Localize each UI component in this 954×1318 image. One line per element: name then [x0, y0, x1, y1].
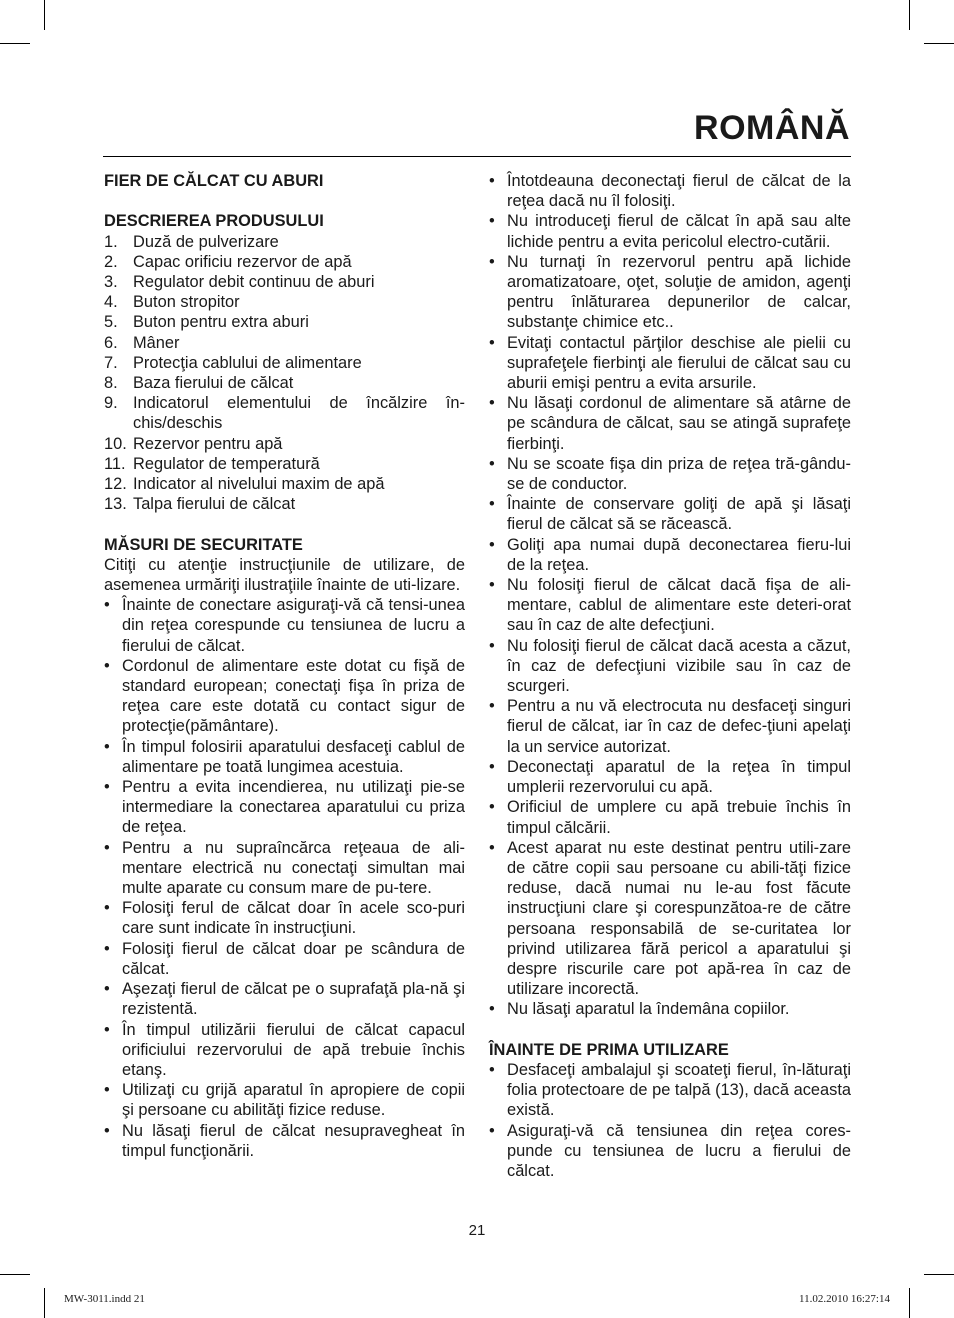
- safety-list-left: [104, 595, 465, 1161]
- bullet-item: [489, 393, 851, 454]
- list-item: [104, 333, 465, 353]
- bullet-item: [489, 211, 851, 251]
- bullet-text: Întotdeauna deconectaţi fierul de călcat de la reţea dacă nu îl folosiţi.: [507, 172, 851, 211]
- bullet-item: [104, 656, 465, 737]
- bullet-item: [104, 737, 465, 777]
- parts-list: [104, 232, 465, 515]
- item-text: Indicatorul elementului de încălzire în-chis/deschis: [133, 394, 465, 433]
- crop-mark: [44, 1288, 45, 1318]
- page-number: 21: [468, 1222, 486, 1239]
- item-text: Protecţia cablului de alimentare: [133, 353, 362, 372]
- item-text: Capac orificiu rezervor de apă: [133, 252, 352, 271]
- bullet-text: Goliţi apa numai după deconectarea fieru-lui de la reţea.: [507, 535, 851, 574]
- bullet-icon: •: [489, 495, 495, 514]
- bullet-item: [104, 898, 465, 938]
- bullet-item: [489, 1121, 851, 1182]
- list-item: [104, 232, 465, 252]
- list-item: [104, 454, 465, 474]
- bullet-item: [104, 838, 465, 899]
- bullet-icon: •: [104, 899, 110, 918]
- bullet-icon: •: [104, 1121, 110, 1140]
- item-text: Regulator de temperatură: [133, 454, 320, 473]
- bullet-icon: •: [104, 838, 110, 857]
- item-number: 11.: [104, 454, 126, 473]
- item-number: 7.: [104, 353, 118, 372]
- list-item: [104, 272, 465, 292]
- item-number: 2.: [104, 252, 118, 271]
- bullet-text: Nu introduceţi fierul de călcat în apă sau alte lichide pentru a evita pericolul electro-cutării.: [507, 212, 851, 251]
- item-number: 12.: [104, 475, 127, 494]
- product-title: FIER DE CĂLCAT CU ABURI: [104, 172, 324, 190]
- bullet-icon: •: [489, 212, 495, 231]
- item-text: Buton stropitor: [133, 293, 240, 312]
- safety-list-right: [489, 171, 851, 1020]
- item-number: 6.: [104, 333, 118, 352]
- item-text: Baza fierului de călcat: [133, 374, 294, 393]
- bullet-icon: •: [104, 737, 110, 756]
- bullet-text: Pentru a evita incendierea, nu utilizaţi pie-se intermediare la conectarea aparatului cu priza de reţea.: [122, 778, 465, 837]
- list-item: [104, 474, 465, 494]
- bullet-text: Evitaţi contactul părţilor deschise ale pielii cu suprafeţele fierbinţi ale fierului de călcat sau cu aburii emişi pentru a evita arsurile.: [507, 333, 851, 393]
- item-number: 8.: [104, 374, 118, 393]
- crop-mark: [924, 43, 954, 44]
- bullet-text: Nu lăsaţi cordonul de alimentare să atârne de pe scândura de călcat, sau se atingă suprafeţe fierbinţi.: [507, 394, 851, 453]
- crop-mark: [909, 0, 910, 30]
- bullet-item: [489, 838, 851, 1000]
- left-column: [104, 171, 465, 1161]
- list-item: [104, 312, 465, 332]
- bullet-text: Nu se scoate fişa din priza de reţea tră-gându-se de conductor.: [507, 454, 851, 494]
- item-number: 1.: [104, 232, 118, 251]
- safety-intro: Citiţi cu atenţie instrucţiunile de utilizare, de asemenea urmăriţi ilustraţiile înainte de uti-lizare.: [104, 555, 465, 595]
- bullet-item: [489, 252, 851, 333]
- bullet-item: [489, 757, 851, 797]
- bullet-item: [489, 797, 851, 837]
- bullet-icon: •: [104, 1020, 110, 1039]
- bullet-item: [489, 696, 851, 757]
- item-text: Duză de pulverizare: [133, 232, 279, 251]
- language-title: ROMÂNĂ: [694, 109, 850, 147]
- bullet-text: În timpul utilizării fierului de călcat capacul orificiului rezervorului de apă trebuie închis etanş.: [122, 1020, 465, 1079]
- item-text: Rezervor pentru apă: [133, 434, 283, 453]
- crop-mark: [924, 1274, 954, 1275]
- right-column: [489, 171, 851, 1181]
- item-text: Talpa fierului de călcat: [133, 495, 296, 514]
- first-use-heading: ÎNAINTE DE PRIMA UTILIZARE: [489, 1040, 729, 1059]
- bullet-icon: •: [489, 838, 495, 857]
- bullet-item: [104, 777, 465, 838]
- crop-mark: [909, 1288, 910, 1318]
- bullet-item: [104, 979, 465, 1019]
- list-item: [104, 353, 465, 373]
- bullet-item: [489, 575, 851, 636]
- bullet-icon: •: [489, 535, 495, 554]
- item-number: 3.: [104, 273, 118, 291]
- bullet-icon: •: [104, 939, 110, 958]
- bullet-item: [489, 171, 851, 211]
- bullet-icon: •: [104, 656, 110, 675]
- bullet-text: Cordonul de alimentare este dotat cu fişă de standard european; conectaţi fişa în priza de reţea care este dotată cu contact sigur de protecţie(pământare).: [122, 656, 465, 736]
- bullet-item: [489, 535, 851, 575]
- bullet-item: [104, 595, 465, 656]
- bullet-item: [489, 999, 851, 1019]
- description-heading: DESCRIEREA PRODUSULUI: [104, 212, 324, 231]
- bullet-item: [104, 1121, 465, 1161]
- bullet-text: Folosiţi fierul de călcat doar pe scândura de călcat.: [122, 939, 465, 978]
- bullet-text: În timpul folosirii aparatului desfaceţi cablul de alimentare pe toată lungimea acestuia.: [122, 737, 465, 776]
- crop-mark: [0, 1274, 30, 1275]
- bullet-icon: •: [489, 394, 495, 413]
- bullet-text: Asiguraţi-vă că tensiunea din reţea cores-punde cu tensiunea de lucru a fierului de călcat.: [507, 1121, 851, 1180]
- bullet-text: Nu turnaţi în rezervorul pentru apă lichide aromatizatoare, oţet, soluţie de amidon, agenţi pentru înlăturarea depunerilor de calcar, substanţe chimice etc..: [507, 252, 851, 332]
- bullet-icon: •: [489, 576, 495, 595]
- bullet-icon: •: [104, 1081, 110, 1100]
- item-number: 13.: [104, 495, 127, 514]
- bullet-icon: •: [104, 980, 110, 999]
- bullet-text: Nu folosiţi fierul de călcat dacă acesta a căzut, în caz de defecţiuni vizibile sau în caz de scurgeri.: [507, 636, 851, 696]
- bullet-text: Pentru a nu vă electrocuta nu desfaceţi singuri fierul de călcat, iar în caz de defec-ţiuni apelaţi la un service autorizat.: [507, 697, 851, 756]
- bullet-item: [104, 939, 465, 979]
- item-text: Indicator al nivelului maxim de apă: [133, 475, 385, 494]
- bullet-text: Utilizaţi cu grijă aparatul în apropiere de copii şi persoane cu abilităţi fizice reduse.: [122, 1081, 465, 1120]
- list-item: [104, 292, 465, 312]
- bullet-icon: •: [489, 757, 495, 776]
- item-number: 5.: [104, 313, 118, 332]
- list-item: [104, 434, 465, 454]
- bullet-text: Înainte de conectare asiguraţi-vă că tensi-unea din reţea corespunde cu tensiunea de lucru a fierului de călcat.: [122, 596, 465, 655]
- bullet-item: [489, 636, 851, 697]
- list-item: [104, 393, 465, 433]
- bullet-item: [489, 494, 851, 534]
- bullet-item: [489, 1060, 851, 1121]
- bullet-item: [489, 454, 851, 494]
- bullet-icon: •: [489, 636, 495, 655]
- bullet-icon: •: [489, 697, 495, 716]
- bullet-text: Desfaceţi ambalajul şi scoateţi fierul, în-lăturaţi folia protectoare de pe talpă (13), dacă aceasta există.: [507, 1060, 851, 1120]
- bullet-icon: •: [489, 454, 495, 473]
- bullet-text: Înainte de conservare goliţi de apă şi lăsaţi fierul de călcat să se răcească.: [507, 495, 851, 534]
- bullet-text: Pentru a nu supraîncărca reţeaua de ali-mentare electrică nu conectaţi simultan mai multe aparate cu consum mare de pu-tere.: [122, 838, 465, 898]
- bullet-text: Nu folosiţi fierul de călcat dacă fişa de ali-mentare, cablul de alimentare este deteri-orat sau în caz de alte defecţiuni.: [507, 576, 851, 635]
- bullet-text: Nu lăsaţi aparatul la îndemâna copiilor.: [507, 1000, 790, 1019]
- item-number: 9.: [104, 394, 118, 413]
- safety-heading: MĂSURI DE SECURITATE: [104, 535, 303, 554]
- header-rule: [103, 156, 851, 157]
- list-item: [104, 494, 465, 514]
- bullet-icon: •: [489, 1000, 495, 1019]
- item-text: Mâner: [133, 333, 180, 352]
- bullet-item: [104, 1020, 465, 1081]
- bullet-text: Orificiul de umplere cu apă trebuie închis în timpul călcării.: [507, 798, 851, 837]
- bullet-icon: •: [489, 333, 495, 352]
- item-number: 10.: [104, 434, 127, 453]
- footer-timestamp: 11.02.2010 16:27:14: [799, 1293, 890, 1305]
- footer-file: MW-3011.indd 21: [64, 1293, 145, 1305]
- item-number: 4.: [104, 293, 118, 312]
- list-item: [104, 373, 465, 393]
- bullet-icon: •: [489, 252, 495, 271]
- bullet-item: [104, 1080, 465, 1120]
- bullet-text: Acest aparat nu este destinat pentru utili-zare de către copii sau persoane cu abili-tăţi fizice reduse, dacă numai nu le-au fost făcute instrucţiuni clare şi corespunzătoa-re de către persoana responsabilă de se-curitatea lor privind utilizarea fără pericol a aparatului şi despre riscurile care pot apă-rea în caz de utilizare incorectă.: [507, 838, 851, 999]
- bullet-icon: •: [489, 172, 495, 190]
- bullet-icon: •: [489, 1060, 495, 1079]
- list-item: [104, 252, 465, 272]
- bullet-text: Nu lăsaţi fierul de călcat nesupravegheat în timpul funcţionării.: [122, 1121, 465, 1160]
- bullet-text: Deconectaţi aparatul de la reţea în timpul umplerii rezervorului cu apă.: [507, 757, 851, 797]
- first-use-list: [489, 1060, 851, 1181]
- bullet-icon: •: [104, 778, 110, 797]
- bullet-icon: •: [104, 596, 110, 615]
- crop-mark: [44, 0, 45, 30]
- item-text: Buton pentru extra aburi: [133, 313, 309, 332]
- bullet-item: [489, 333, 851, 394]
- bullet-text: Aşezaţi fierul de călcat pe o suprafaţă pla-nă şi rezistentă.: [122, 980, 465, 1019]
- item-text: Regulator debit continuu de aburi: [133, 273, 375, 291]
- bullet-text: Folosiţi ferul de călcat doar în acele sco-puri care sunt indicate în instrucţiuni.: [122, 899, 465, 938]
- bullet-icon: •: [489, 798, 495, 817]
- crop-mark: [0, 43, 30, 44]
- bullet-icon: •: [489, 1121, 495, 1140]
